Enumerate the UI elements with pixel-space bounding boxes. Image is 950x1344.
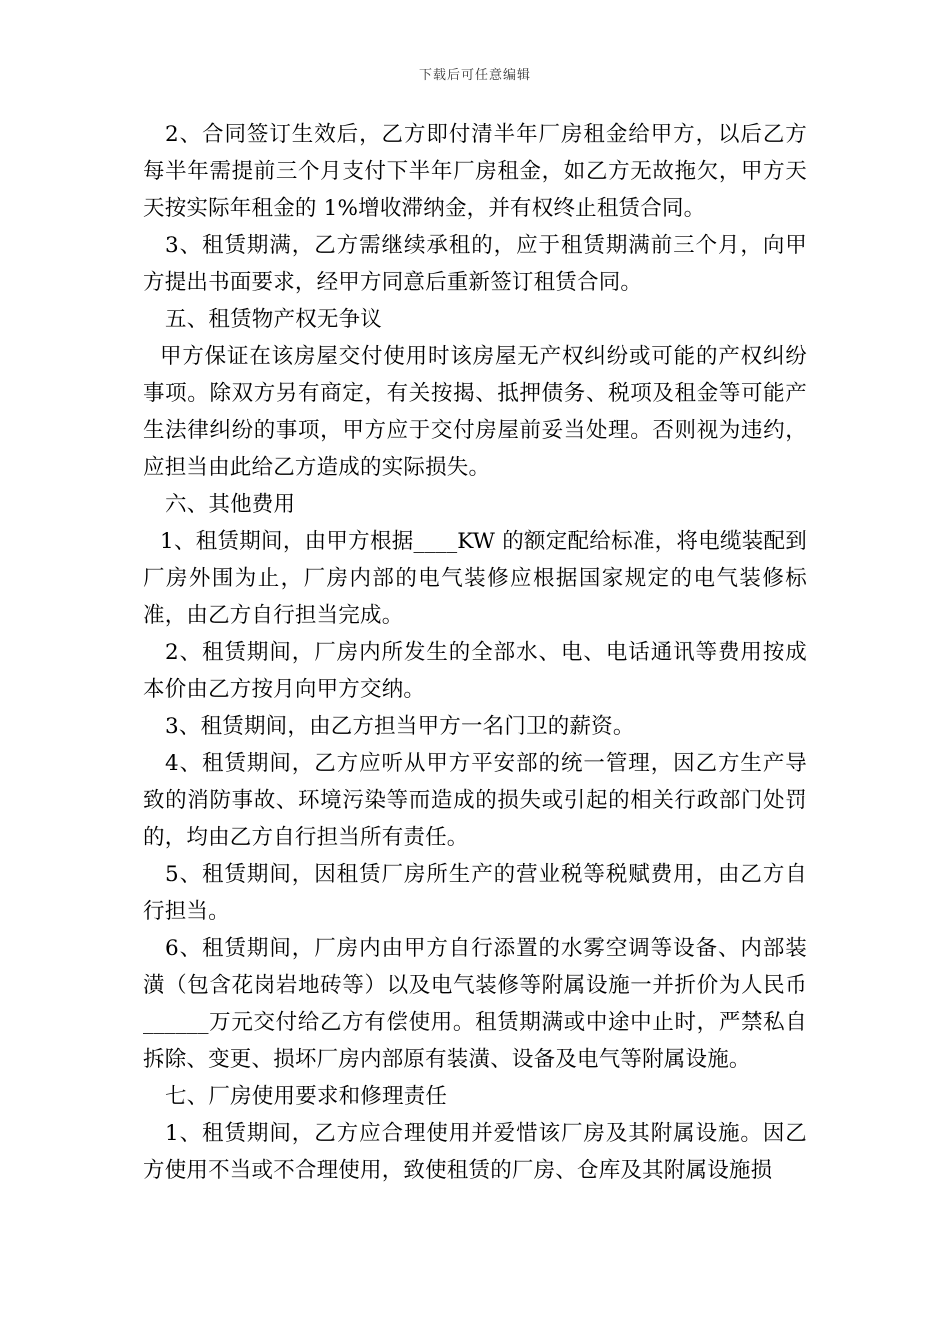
document-body [143,116,807,1189]
paragraph: 2、合同签订生效后，乙方即付清半年厂房租金给甲方，以后乙方每半年需提前三个月支付下半年厂房租金，如乙方无故拖欠，甲方天天按实际年租金的 1%增收滞纳金，并有权终止租赁合同。 [143,122,807,221]
paragraph: 2、租赁期间，厂房内所发生的全部水、电、电话通讯等费用按成本价由乙方按月向甲方交纳。 [143,640,807,702]
page-header: 下载后可任意编辑 [418,68,531,83]
section-heading: 六、其他费用 [165,492,296,517]
section-heading: 五、租赁物产权无争议 [165,307,383,332]
paragraph: 3、租赁期满，乙方需继续承租的，应于租赁期满前三个月，向甲方提出书面要求，经甲方同意后重新签订租赁合同。 [143,233,807,295]
paragraph: 4、租赁期间，乙方应听从甲方平安部的统一管理，因乙方生产导致的消防事故、环境污染等而造成的损失或引起的相关行政部门处罚的，均由乙方自行担当所有责任。 [143,751,807,850]
section-heading: 七、厂房使用要求和修理责任 [165,1084,448,1109]
paragraph: 6、租赁期间，厂房内由甲方自行添置的水雾空调等设备、内部装潢（包含花岗岩地砖等）以及电气装修等附属设施一并折价为人民币______万元交付给乙方有偿使用。租赁期满或中途中止时，严禁私自拆除、变更、损坏厂房内部原有装潢、设备及电气等附属设施。 [143,936,807,1072]
paragraph: 1、租赁期间，由甲方根据____KW 的额定配给标准，将电缆装配到厂房外围为止，厂房内部的电气装修应根据国家规定的电气装修标准，由乙方自行担当完成。 [143,529,807,628]
paragraph: 5、租赁期间，因租赁厂房所生产的营业税等税赋费用，由乙方自行担当。 [143,862,807,924]
paragraph: 甲方保证在该房屋交付使用时该房屋无产权纠纷或可能的产权纠纷事项。除双方另有商定，有关按揭、抵押债务、税项及租金等可能产生法律纠纷的事项，甲方应于交付房屋前妥当处理。否则视为违约，应担当由此给乙方造成的实际损失。 [143,344,807,480]
paragraph: 1、租赁期间，乙方应合理使用并爱惜该厂房及其附属设施。因乙方使用不当或不合理使用，致使租赁的厂房、仓库及其附属设施损 [143,1121,807,1183]
paragraph: 3、租赁期间，由乙方担当甲方一名门卫的薪资。 [165,714,635,739]
